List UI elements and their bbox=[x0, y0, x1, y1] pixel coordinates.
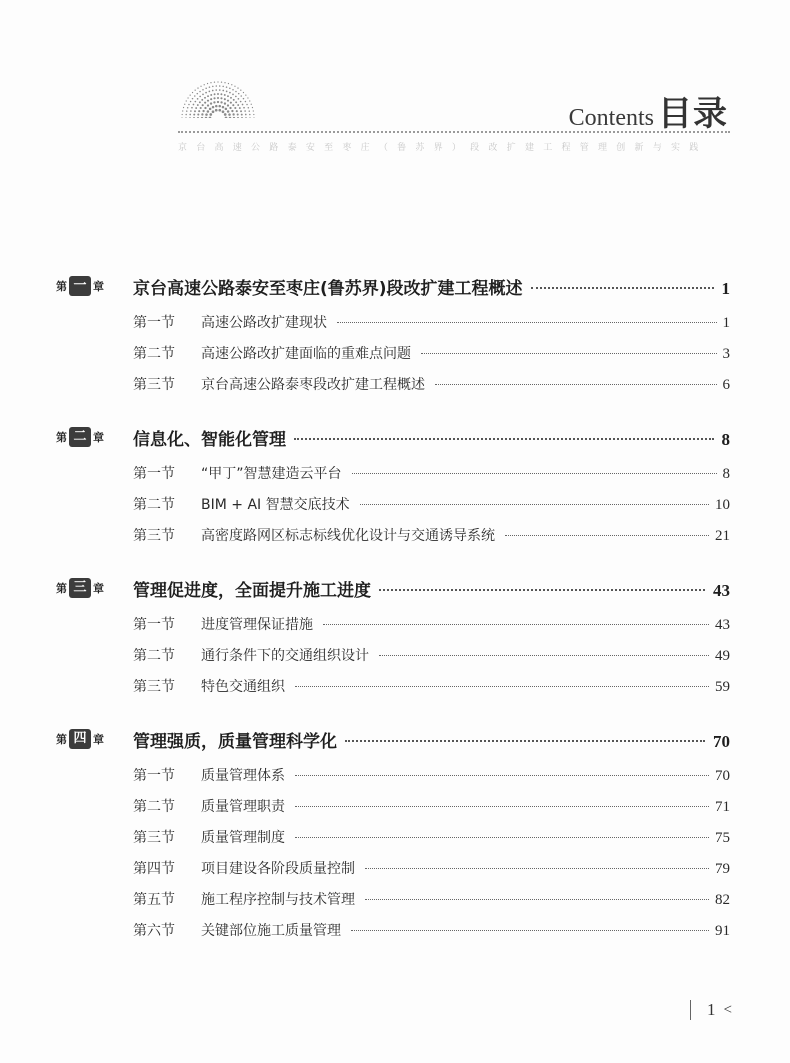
section-entry[interactable] bbox=[0, 790, 790, 821]
section-number: 第三节 bbox=[133, 830, 175, 846]
section-page: 71 bbox=[715, 799, 730, 815]
section-title: 进度管理保证措施 bbox=[201, 617, 313, 633]
chapter-badge bbox=[56, 578, 104, 598]
chapter-number: 一 bbox=[69, 276, 91, 296]
chapter-prefix: 第 bbox=[56, 280, 67, 293]
chapter-entry[interactable] bbox=[0, 266, 790, 306]
section-line bbox=[133, 858, 730, 878]
chapter-entry[interactable] bbox=[0, 417, 790, 457]
section-title: 特色交通组织 bbox=[201, 679, 285, 695]
chapter-suffix: 章 bbox=[93, 582, 104, 595]
dot-leader bbox=[531, 287, 714, 289]
footer-divider bbox=[690, 1000, 691, 1020]
chapter-page: 8 bbox=[721, 430, 730, 449]
section-title: 施工程序控制与技术管理 bbox=[201, 892, 355, 908]
section-number: 第二节 bbox=[133, 799, 175, 815]
section-line bbox=[133, 765, 730, 785]
section-entry[interactable] bbox=[0, 914, 790, 945]
chapter-suffix: 章 bbox=[93, 733, 104, 746]
section-page: 59 bbox=[715, 679, 730, 695]
title-chinese: 目录 bbox=[658, 94, 728, 134]
page-number: 1 bbox=[707, 1000, 716, 1019]
dot-leader bbox=[435, 384, 717, 385]
chapter-suffix: 章 bbox=[93, 431, 104, 444]
chapter-title: 管理促进度，全面提升施工进度 bbox=[133, 581, 371, 601]
decorative-dots-icon bbox=[178, 78, 258, 118]
chapter-title-line bbox=[133, 576, 730, 601]
dot-leader bbox=[295, 775, 709, 776]
dot-leader bbox=[345, 740, 705, 742]
section-line bbox=[133, 614, 730, 634]
section-line bbox=[133, 312, 730, 332]
page-header bbox=[0, 0, 790, 170]
dot-leader bbox=[365, 899, 709, 900]
section-entry[interactable] bbox=[0, 519, 790, 550]
chapter-badge bbox=[56, 427, 104, 447]
chapter-title-line bbox=[133, 274, 730, 299]
chapter-page: 70 bbox=[713, 732, 730, 751]
dot-leader bbox=[294, 438, 714, 440]
dot-leader bbox=[295, 806, 709, 807]
section-line bbox=[133, 494, 730, 514]
section-entry[interactable] bbox=[0, 337, 790, 368]
dot-leader bbox=[337, 322, 717, 323]
dot-leader bbox=[365, 868, 709, 869]
section-title: 质量管理体系 bbox=[201, 768, 285, 784]
section-entry[interactable] bbox=[0, 639, 790, 670]
section-title: BIM + AI 智慧交底技术 bbox=[201, 497, 350, 513]
section-line bbox=[133, 827, 730, 847]
section-entry[interactable] bbox=[0, 670, 790, 701]
section-entry[interactable] bbox=[0, 759, 790, 790]
chapter-badge bbox=[56, 729, 104, 749]
section-page: 1 bbox=[722, 315, 730, 331]
section-page: 75 bbox=[715, 830, 730, 846]
chapter-block bbox=[0, 568, 790, 701]
chapter-badge bbox=[56, 276, 104, 296]
section-entry[interactable] bbox=[0, 821, 790, 852]
section-title: 高密度路网区标志标线优化设计与交通诱导系统 bbox=[201, 528, 495, 544]
arrow-left-icon: < bbox=[723, 1001, 732, 1018]
section-number: 第三节 bbox=[133, 679, 175, 695]
section-page: 21 bbox=[715, 528, 730, 544]
section-title: 质量管理制度 bbox=[201, 830, 285, 846]
chapter-title-line bbox=[133, 425, 730, 450]
dot-leader bbox=[360, 504, 709, 505]
section-entry[interactable] bbox=[0, 852, 790, 883]
dot-leader bbox=[295, 686, 709, 687]
chapter-prefix: 第 bbox=[56, 733, 67, 746]
section-number: 第一节 bbox=[133, 617, 175, 633]
section-title: “甲丁”智慧建造云平台 bbox=[201, 466, 342, 482]
section-page: 79 bbox=[715, 861, 730, 877]
header-subtitle: 京 台 高 速 公 路 泰 安 至 枣 庄 （ 鲁 苏 界 ） 段 改 扩 建 工 程 管 理 创 新 与 实 践 bbox=[178, 143, 702, 153]
section-page: 43 bbox=[715, 617, 730, 633]
dot-leader bbox=[352, 473, 717, 474]
section-line bbox=[133, 676, 730, 696]
section-page: 49 bbox=[715, 648, 730, 664]
section-page: 6 bbox=[722, 377, 730, 393]
section-page: 70 bbox=[715, 768, 730, 784]
section-page: 91 bbox=[715, 923, 730, 939]
chapter-prefix: 第 bbox=[56, 431, 67, 444]
section-line bbox=[133, 463, 730, 483]
chapter-entry[interactable] bbox=[0, 719, 790, 759]
section-number: 第一节 bbox=[133, 315, 175, 331]
dot-leader bbox=[505, 535, 709, 536]
section-title: 高速公路改扩建现状 bbox=[201, 315, 327, 331]
chapter-suffix: 章 bbox=[93, 280, 104, 293]
section-entry[interactable] bbox=[0, 608, 790, 639]
section-number: 第二节 bbox=[133, 648, 175, 664]
section-page: 3 bbox=[722, 346, 730, 362]
header-divider bbox=[178, 131, 730, 133]
chapter-page: 43 bbox=[713, 581, 730, 600]
section-entry[interactable] bbox=[0, 457, 790, 488]
section-line bbox=[133, 920, 730, 940]
section-page: 10 bbox=[715, 497, 730, 513]
chapter-number: 二 bbox=[69, 427, 91, 447]
section-number: 第一节 bbox=[133, 768, 175, 784]
title-english: Contents bbox=[568, 105, 654, 131]
chapter-number: 三 bbox=[69, 578, 91, 598]
dot-leader bbox=[379, 655, 709, 656]
section-number: 第二节 bbox=[133, 346, 175, 362]
dot-leader bbox=[295, 837, 709, 838]
section-number: 第四节 bbox=[133, 861, 175, 877]
chapter-block bbox=[0, 417, 790, 550]
dot-leader bbox=[421, 353, 717, 354]
section-line bbox=[133, 343, 730, 363]
section-number: 第三节 bbox=[133, 377, 175, 393]
section-page: 8 bbox=[722, 466, 730, 482]
chapter-prefix: 第 bbox=[56, 582, 67, 595]
section-number: 第一节 bbox=[133, 466, 175, 482]
section-title: 通行条件下的交通组织设计 bbox=[201, 648, 369, 664]
dot-leader bbox=[379, 589, 705, 591]
section-entry[interactable] bbox=[0, 488, 790, 519]
chapter-number: 四 bbox=[69, 729, 91, 749]
section-number: 第六节 bbox=[133, 923, 175, 939]
section-title: 关键部位施工质量管理 bbox=[201, 923, 341, 939]
section-title: 京台高速公路泰枣段改扩建工程概述 bbox=[201, 377, 425, 393]
section-line bbox=[133, 796, 730, 816]
section-number: 第二节 bbox=[133, 497, 175, 513]
section-line bbox=[133, 889, 730, 909]
section-number: 第三节 bbox=[133, 528, 175, 544]
contents-title bbox=[569, 86, 728, 135]
page-footer bbox=[690, 1000, 732, 1020]
dot-leader bbox=[323, 624, 709, 625]
chapter-title-line bbox=[133, 727, 730, 752]
section-line bbox=[133, 374, 730, 394]
section-line bbox=[133, 525, 730, 545]
chapter-page: 1 bbox=[721, 279, 730, 298]
section-line bbox=[133, 645, 730, 665]
section-title: 高速公路改扩建面临的重难点问题 bbox=[201, 346, 411, 362]
section-number: 第五节 bbox=[133, 892, 175, 908]
section-title: 质量管理职责 bbox=[201, 799, 285, 815]
section-entry[interactable] bbox=[0, 368, 790, 399]
chapter-block bbox=[0, 266, 790, 399]
table-of-contents bbox=[0, 266, 790, 963]
section-entry[interactable] bbox=[0, 306, 790, 337]
section-title: 项目建设各阶段质量控制 bbox=[201, 861, 355, 877]
chapter-title: 京台高速公路泰安至枣庄(鲁苏界)段改扩建工程概述 bbox=[133, 279, 523, 299]
chapter-entry[interactable] bbox=[0, 568, 790, 608]
section-entry[interactable] bbox=[0, 883, 790, 914]
chapter-block bbox=[0, 719, 790, 945]
chapter-title: 信息化、智能化管理 bbox=[133, 430, 286, 450]
chapter-title: 管理强质，质量管理科学化 bbox=[133, 732, 337, 752]
section-page: 82 bbox=[715, 892, 730, 908]
dot-leader bbox=[351, 930, 709, 931]
